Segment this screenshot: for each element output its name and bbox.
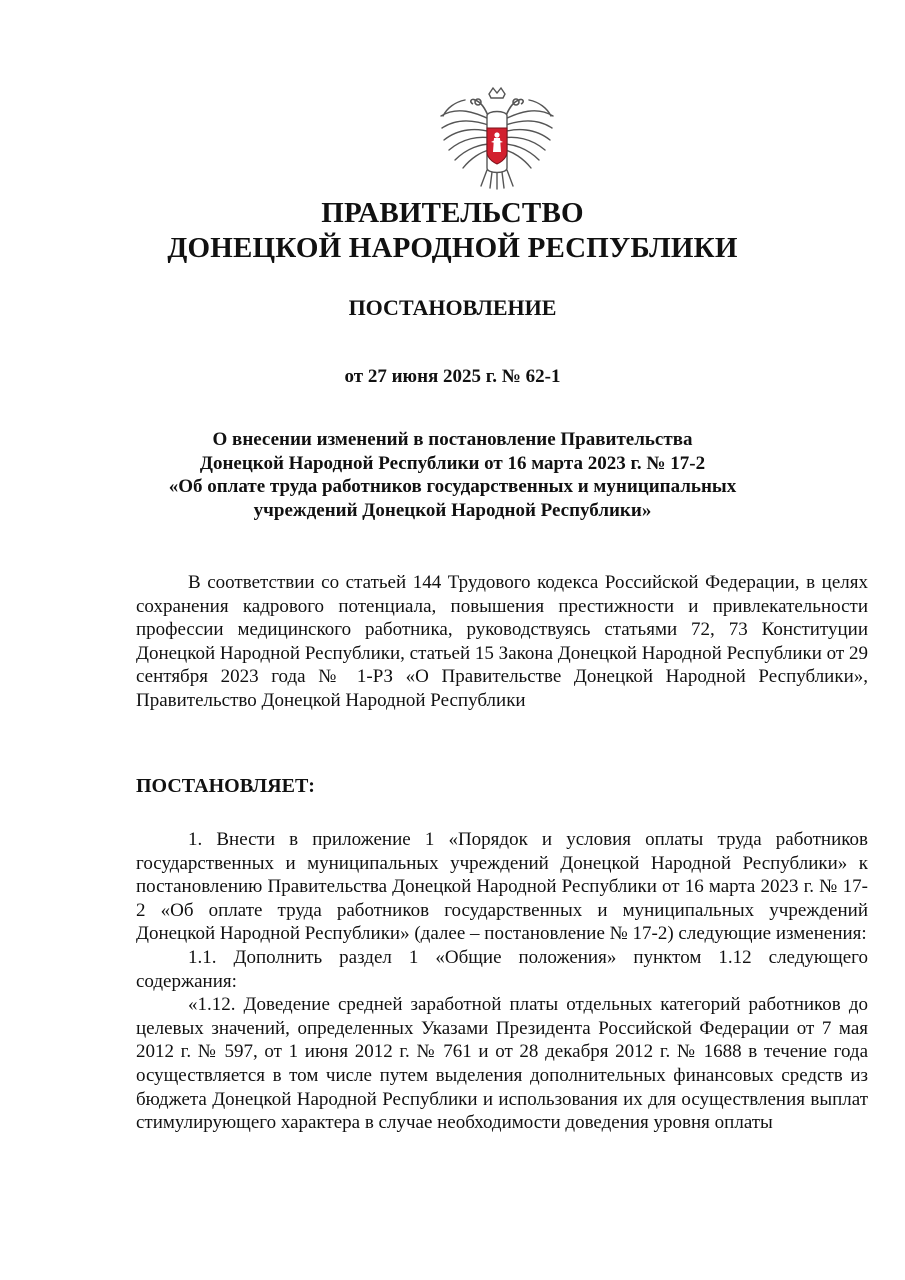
preamble-paragraph: В соответствии со статьей 144 Трудового кодекса Российской Федерации, в целях сохранения кадрового потенциала, повышения престижности и привлекательности профессии медицинского работника, руководствуясь статьями 72, 73 Конституции Донецкой Народной Республики, статьей 15 Закона Донецкой Народной Республики от 29 сентября 2023 года № 1-РЗ «О Правительстве Донецкой Народной Республики», Правительство Донецкой Народной Республики <box>136 572 868 711</box>
subject-line4: учреждений Донецкой Народной Республики» <box>253 500 652 522</box>
document-date-number: от 27 июня 2025 г. № 62-1 <box>344 366 561 387</box>
subject-line2: Донецкой Народной Республики от 16 марта 2023 г. № 17-2 <box>199 452 706 474</box>
document-type: ПОСТАНОВЛЕНИЕ <box>348 295 557 320</box>
item-1-12-paragraph: «1.12. Доведение средней заработной платы отдельных категорий работников до целевых значений, определенных Указами Президента Российской Федерации от 7 мая 2012 г. № 597, от 1 июня 2012 г. № 761 и от 28 декабря 2012 г. № 1688 в течение года осуществляется в том числе путем выделения дополнительных финансовых средств из бюджета Донецкой Народной Республики и использования их для осуществления выплат стимулирующего характера в случае необходимости доведения уровня оплаты <box>136 994 868 1134</box>
subject-line1: О внесении изменений в постановление Правительства <box>212 429 693 450</box>
preamble-block <box>136 571 868 713</box>
coat-of-arms-icon <box>435 86 559 190</box>
government-title-line2: ДОНЕЦКОЙ НАРОДНОЙ РЕСПУБЛИКИ <box>167 232 738 264</box>
resolves-heading: ПОСТАНОВЛЯЕТ: <box>136 775 315 797</box>
government-title <box>0 196 905 266</box>
item-1-paragraph: 1. Внести в приложение 1 «Порядок и условия оплаты труда работников государственных и муниципальных учреждений Донецкой Народной Республики» к постановлению Правительства Донецкой Народной Республики от 16 марта 2023 г. № 17-2 «Об оплате труда работников государственных и муниципальных учреждений Донецкой Народной Республики» (далее – постановление № 17-2) следующие изменения: <box>136 829 868 945</box>
item-1-1-paragraph: 1.1. Дополнить раздел 1 «Общие положения» пунктом 1.12 следующего содержания: <box>136 946 868 992</box>
subject-line3: «Об оплате труда работников государственных и муниципальных <box>168 476 737 498</box>
government-title-line1: ПРАВИТЕЛЬСТВО <box>321 197 584 229</box>
document-subject <box>60 428 845 523</box>
resolution-items <box>136 828 868 1135</box>
